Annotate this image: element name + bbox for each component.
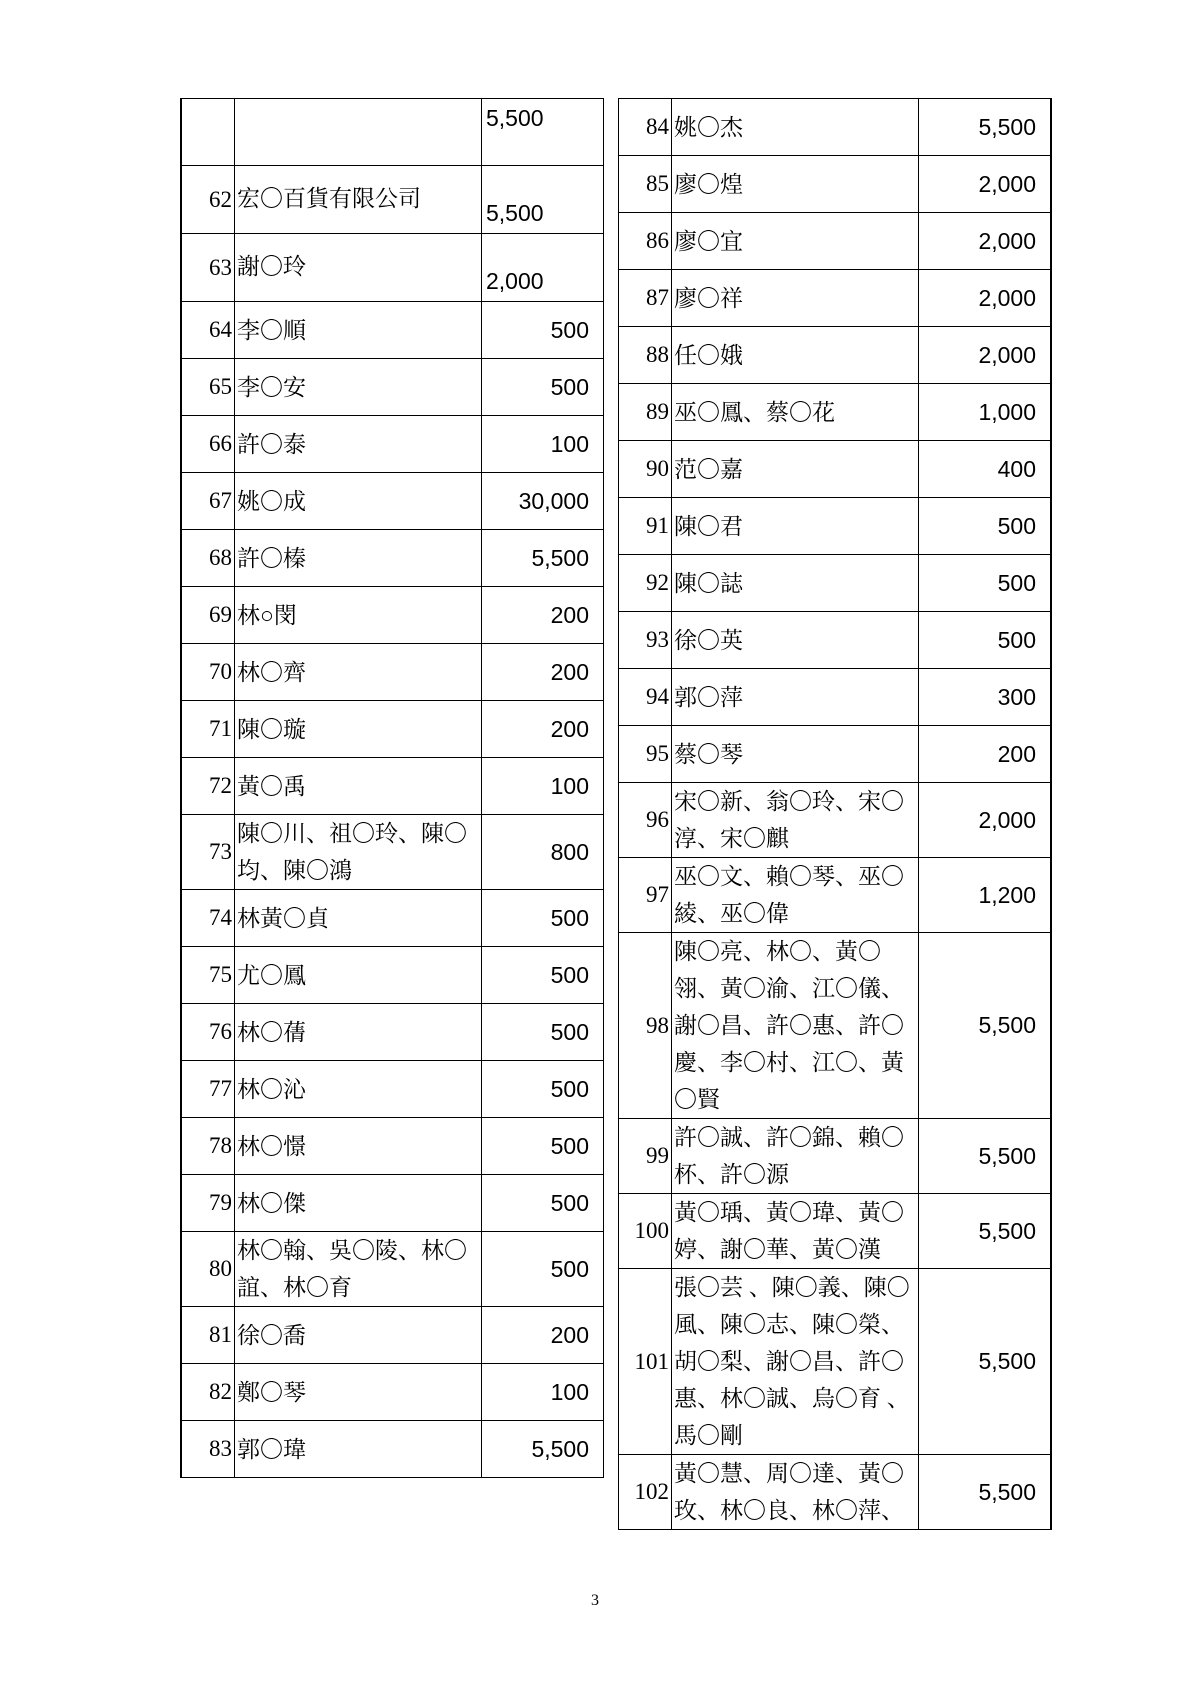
row-number: 78 [181,1118,235,1175]
donor-name: 許〇榛 [235,530,482,587]
donation-amount: 5,500 [919,1269,1052,1455]
row-number: 95 [619,726,672,783]
donor-name: 蔡〇琴 [672,726,919,783]
table-row [181,359,604,416]
donation-amount: 500 [482,1004,604,1061]
table-row [181,587,604,644]
table-row [181,473,604,530]
table-row [181,758,604,815]
table-row [181,1232,604,1307]
row-number: 82 [181,1364,235,1421]
donation-amount: 500 [482,1118,604,1175]
donation-amount: 5,500 [919,933,1052,1119]
row-number: 67 [181,473,235,530]
row-number: 63 [181,234,235,302]
table-row [181,1004,604,1061]
donation-amount: 30,000 [482,473,604,530]
table-row [619,441,1052,498]
donation-amount: 2,000 [919,783,1052,858]
donor-name: 林〇齊 [235,644,482,701]
donation-amount: 500 [482,1232,604,1307]
row-number: 84 [619,99,672,156]
row-number: 90 [619,441,672,498]
donor-name: 陳〇誌 [672,555,919,612]
donation-amount: 5,500 [482,99,604,166]
row-number: 81 [181,1307,235,1364]
donor-name: 黃〇慧、周〇達、黃〇玫、林〇良、林〇萍、 [672,1455,919,1530]
row-number: 75 [181,947,235,1004]
donation-amount: 500 [482,302,604,359]
donor-name: 徐〇喬 [235,1307,482,1364]
donation-amount: 5,500 [919,1455,1052,1530]
table-row [619,498,1052,555]
row-number: 66 [181,416,235,473]
row-number: 70 [181,644,235,701]
donor-name: 姚〇成 [235,473,482,530]
table-row [619,99,1052,156]
donation-amount: 2,000 [919,213,1052,270]
page-number: 3 [591,1592,599,1609]
table-row [181,644,604,701]
table-row [181,234,604,302]
row-number: 79 [181,1175,235,1232]
table-row [619,156,1052,213]
donation-amount: 200 [482,587,604,644]
donation-amount: 2,000 [919,270,1052,327]
donor-name: 林〇憬 [235,1118,482,1175]
table-row [619,270,1052,327]
donor-name: 黃〇禹 [235,758,482,815]
donation-amount: 100 [482,1364,604,1421]
donor-name: 陳〇川、祖〇玲、陳〇均、陳〇鴻 [235,815,482,890]
donation-amount: 500 [482,359,604,416]
donation-amount: 5,500 [919,1119,1052,1194]
donation-amount: 2,000 [919,156,1052,213]
row-number: 98 [619,933,672,1119]
row-number: 97 [619,858,672,933]
donation-amount: 200 [482,1307,604,1364]
donation-table-right [618,98,1052,1530]
donation-amount: 500 [919,612,1052,669]
donation-amount: 1,000 [919,384,1052,441]
table-row [181,99,604,166]
table-row [619,213,1052,270]
row-number: 76 [181,1004,235,1061]
row-number: 64 [181,302,235,359]
row-number: 94 [619,669,672,726]
donation-amount: 300 [919,669,1052,726]
donation-amount: 2,000 [919,327,1052,384]
row-number: 71 [181,701,235,758]
row-number: 62 [181,166,235,234]
row-number: 65 [181,359,235,416]
table-row [181,1118,604,1175]
donor-name: 張〇芸 、陳〇義、陳〇風、陳〇志、陳〇榮、胡〇梨、謝〇昌、許〇惠、林〇誠、烏〇育 、馬〇剛 [672,1269,919,1455]
row-number: 88 [619,327,672,384]
table-row [181,1175,604,1232]
donor-name: 許〇誠、許〇錦、賴〇杯、許〇源 [672,1119,919,1194]
donation-amount: 500 [482,1061,604,1118]
row-number: 73 [181,815,235,890]
row-number: 93 [619,612,672,669]
donation-amount: 5,500 [919,1194,1052,1269]
donor-name: 林〇翰、吳〇陵、林〇誼、林〇育 [235,1232,482,1307]
donor-name: 鄭〇琴 [235,1364,482,1421]
donor-name: 林〇蒨 [235,1004,482,1061]
table-row [619,384,1052,441]
donation-amount: 5,500 [919,99,1052,156]
donor-name: 宋〇新、翁〇玲、宋〇淳、宋〇麒 [672,783,919,858]
donation-amount: 500 [482,1175,604,1232]
donor-name: 陳〇亮、林〇、黃〇翎、黃〇渝、江〇儀、謝〇昌、許〇惠、許〇慶、李〇村、江〇、黃〇賢 [672,933,919,1119]
donor-name: 林黃〇貞 [235,890,482,947]
row-number: 91 [619,498,672,555]
row-number: 101 [619,1269,672,1455]
table-row [619,783,1052,858]
donation-amount: 800 [482,815,604,890]
donor-name: 任〇娥 [672,327,919,384]
donation-amount: 200 [482,644,604,701]
row-number: 87 [619,270,672,327]
donor-name: 范〇嘉 [672,441,919,498]
donor-name: 黃〇瑀、黃〇瑋、黃〇婷、謝〇華、黃〇漢 [672,1194,919,1269]
donor-name: 謝〇玲 [235,234,482,302]
table-row [181,1421,604,1478]
table-row [181,947,604,1004]
table-row [181,302,604,359]
table-row [619,933,1052,1119]
row-number: 96 [619,783,672,858]
donation-amount: 400 [919,441,1052,498]
row-number: 86 [619,213,672,270]
donation-amount: 500 [919,555,1052,612]
table-row [181,530,604,587]
table-row [181,166,604,234]
donor-name: 宏〇百貨有限公司 [235,166,482,234]
row-number [181,99,235,166]
table-row [181,1307,604,1364]
row-number: 77 [181,1061,235,1118]
row-number: 89 [619,384,672,441]
donation-amount: 1,200 [919,858,1052,933]
donation-amount: 500 [919,498,1052,555]
table-row [619,327,1052,384]
donor-name: 巫〇鳳、蔡〇花 [672,384,919,441]
donor-name: 許〇泰 [235,416,482,473]
table-row [181,890,604,947]
table-row [181,815,604,890]
table-row [619,1455,1052,1530]
row-number: 85 [619,156,672,213]
donor-name: 徐〇英 [672,612,919,669]
donation-table-left [180,98,604,1478]
table-row [181,701,604,758]
donation-amount: 500 [482,890,604,947]
row-number: 72 [181,758,235,815]
table-row [181,1061,604,1118]
row-number: 80 [181,1232,235,1307]
donation-amount: 500 [482,947,604,1004]
table-row [619,858,1052,933]
donor-name: 姚〇杰 [672,99,919,156]
donation-amount: 5,500 [482,530,604,587]
table-row [619,1194,1052,1269]
donation-amount: 5,500 [482,1421,604,1478]
table-row [619,612,1052,669]
donor-name: 巫〇文、賴〇琴、巫〇綾、巫〇偉 [672,858,919,933]
donor-name: 李〇順 [235,302,482,359]
donation-amount: 5,500 [482,166,604,234]
table-row [619,1269,1052,1455]
donation-amount: 100 [482,416,604,473]
donation-amount: 100 [482,758,604,815]
donor-name: 林〇傑 [235,1175,482,1232]
row-number: 68 [181,530,235,587]
donor-name: 林○閔 [235,587,482,644]
row-number: 74 [181,890,235,947]
donor-name: 李〇安 [235,359,482,416]
donor-name [235,99,482,166]
table-row [619,1119,1052,1194]
row-number: 92 [619,555,672,612]
table-row [619,555,1052,612]
donation-amount: 200 [482,701,604,758]
donor-name: 郭〇瑋 [235,1421,482,1478]
row-number: 83 [181,1421,235,1478]
donation-amount: 2,000 [482,234,604,302]
row-number: 69 [181,587,235,644]
row-number: 100 [619,1194,672,1269]
donor-name: 尤〇鳳 [235,947,482,1004]
donor-name: 郭〇萍 [672,669,919,726]
donor-name: 廖〇煌 [672,156,919,213]
table-row [619,726,1052,783]
donor-name: 林〇沁 [235,1061,482,1118]
donor-name: 陳〇君 [672,498,919,555]
donor-name: 廖〇宜 [672,213,919,270]
donor-name: 廖〇祥 [672,270,919,327]
donor-name: 陳〇璇 [235,701,482,758]
row-number: 102 [619,1455,672,1530]
row-number: 99 [619,1119,672,1194]
donation-amount: 200 [919,726,1052,783]
table-row [181,1364,604,1421]
table-row [619,669,1052,726]
table-row [181,416,604,473]
